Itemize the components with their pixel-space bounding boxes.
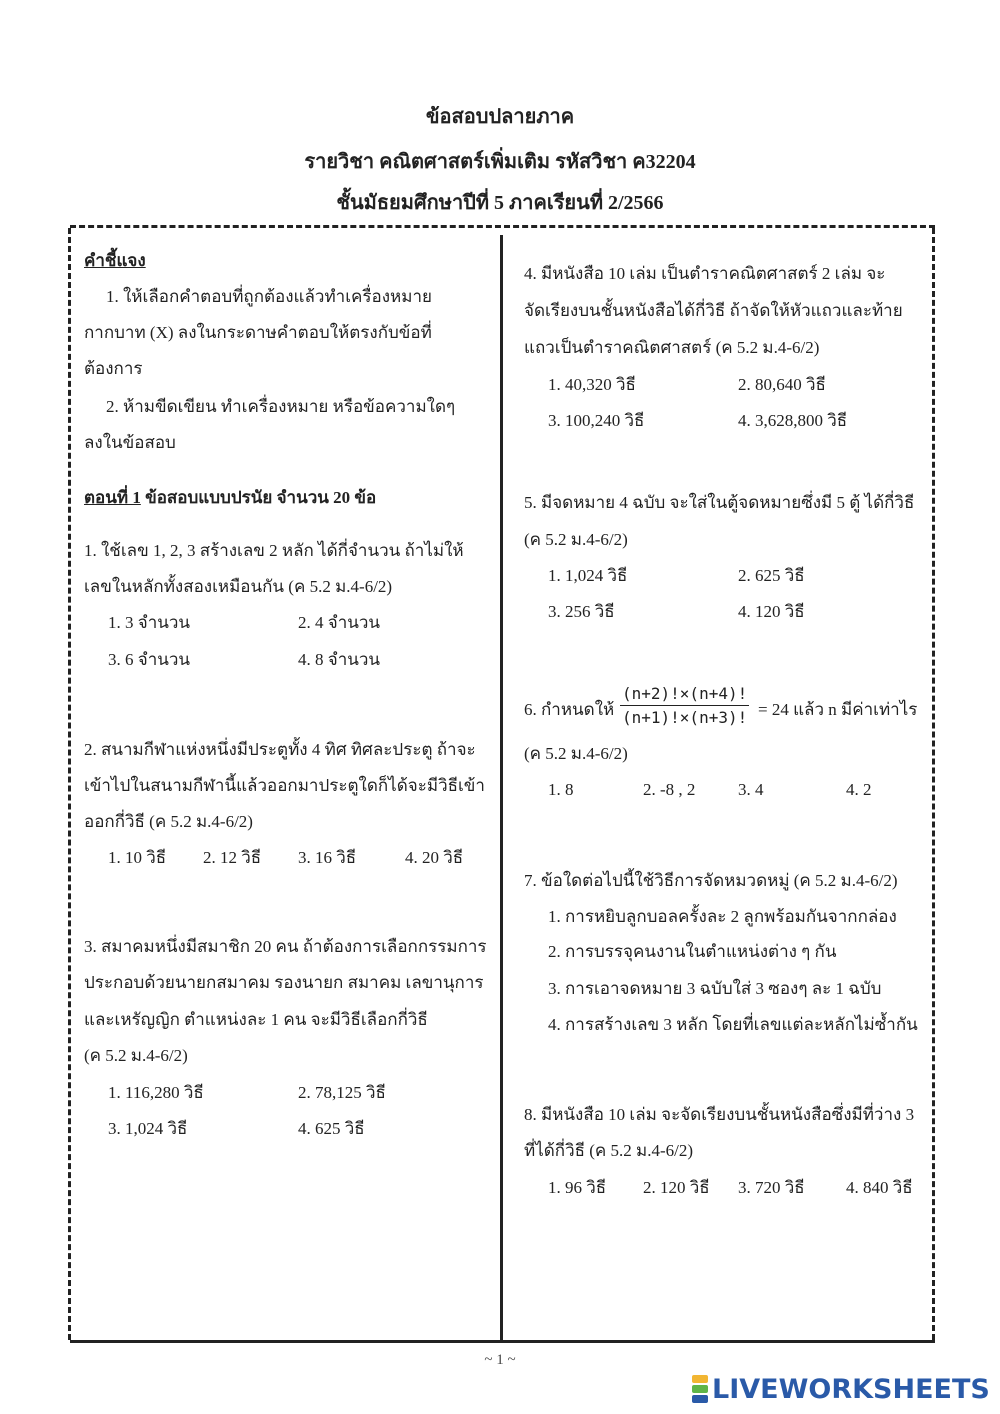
question-5-option[interactable]: 4. 120 วิธี [738,602,805,621]
logo-bar-icon [692,1385,708,1393]
question-4-option[interactable]: 4. 3,628,800 วิธี [738,411,848,430]
question-6-suffix: = 24 แล้ว n มีค่าเท่าไร [758,700,918,719]
question-6-prefix: 6. กำหนดให้ [524,700,615,719]
question-3-option[interactable]: 4. 625 วิธี [298,1119,365,1138]
frame-right-border [932,228,935,1340]
question-5-text: (ค 5.2 ม.4-6/2) [524,530,628,549]
question-1-text: 1. ใช้เลข 1, 2, 3 สร้างเลข 2 หลัก ได้กี่จำนวน ถ้าไม่ให้ [84,541,464,560]
question-1-option[interactable]: 4. 8 จำนวน [298,650,381,669]
frame-bottom-border [70,1340,935,1343]
question-7-option[interactable]: 1. การหยิบลูกบอลครั้งละ 2 ลูกพร้อมกันจากกล่อง [548,907,897,926]
logo-bar-icon [692,1375,708,1383]
page-number: ~ 1 ~ [484,1352,516,1368]
question-4-text: 4. มีหนังสือ 10 เล่ม เป็นตำราคณิตศาสตร์ 2 เล่ม จะ [524,264,886,283]
question-8-option[interactable]: 2. 120 วิธี [643,1178,710,1197]
question-3-text: และเหรัญญิก ตำแหน่งละ 1 คน จะมีวิธีเลือกกี่วิธี [84,1010,428,1029]
question-7-option[interactable]: 4. การสร้างเลข 3 หลัก โดยที่เลขแต่ละหลักไม่ซ้ำกัน [548,1015,918,1034]
question-6-fraction [620,684,749,727]
question-7-option[interactable]: 2. การบรรจุคนงานในตำแหน่งต่าง ๆ กัน [548,942,837,961]
question-3-option[interactable]: 1. 116,280 วิธี [108,1083,204,1102]
question-2-text: เข้าไปในสนามกีฬานี้แล้วออกมาประตูใดก็ได้จะมีวิธีเข้า [84,776,485,795]
frame-top-border [70,225,935,228]
instruction-line: กากบาท (X) ลงในกระดาษคำตอบให้ตรงกับข้อที่ [84,323,432,342]
column-divider [500,235,503,1340]
question-1-option[interactable]: 2. 4 จำนวน [298,613,381,632]
question-8-text: ที่ได้กี่วิธี (ค 5.2 ม.4-6/2) [524,1141,694,1160]
question-2-text: 2. สนามกีฬาแห่งหนึ่งมีประตูทั้ง 4 ทิศ ทิศละประตู ถ้าจะ [84,740,476,759]
section-label: ตอนที่ 1 [84,488,141,507]
instruction-line: 1. ให้เลือกคำตอบที่ถูกต้องแล้วทำเครื่องหมาย [106,287,432,306]
question-4-option[interactable]: 2. 80,640 วิธี [738,375,826,394]
question-3-text: ประกอบด้วยนายกสมาคม รองนายก สมาคม เลขานุการ [84,973,484,992]
fraction-numerator: (n+2)!×(n+4)! [620,684,749,706]
question-8-option[interactable]: 3. 720 วิธี [738,1178,805,1197]
instructions-heading: คำชี้แจง [84,251,146,270]
logo-bar-icon [692,1395,708,1403]
question-7-option[interactable]: 3. การเอาจดหมาย 3 ฉบับใส่ 3 ซองๆ ละ 1 ฉบับ [548,979,882,998]
question-6-option[interactable]: 1. 8 [548,780,574,799]
question-4-text: แถวเป็นตำราคณิตศาสตร์ (ค 5.2 ม.4-6/2) [524,338,820,357]
question-3-option[interactable]: 3. 1,024 วิธี [108,1119,188,1138]
question-4-text: จัดเรียงบนชั้นหนังสือได้กี่วิธี ถ้าจัดให้หัวแถวและท้าย [524,301,903,320]
instruction-line: ต้องการ [84,359,143,378]
question-2-option[interactable]: 3. 16 วิธี [298,848,357,867]
question-3-text: 3. สมาคมหนึ่งมีสมาชิก 20 คน ถ้าต้องการเลือกกรรมการ [84,937,487,956]
question-2-option[interactable]: 2. 12 วิธี [203,848,262,867]
question-2-text: ออกกี่วิธี (ค 5.2 ม.4-6/2) [84,812,253,831]
question-3-option[interactable]: 2. 78,125 วิธี [298,1083,386,1102]
question-5-option[interactable]: 1. 1,024 วิธี [548,566,628,585]
fraction-denominator: (n+1)!×(n+3)! [622,708,748,727]
section-text: ข้อสอบแบบปรนัย จำนวน 20 ข้อ [145,488,377,507]
question-7-text: 7. ข้อใดต่อไปนี้ใช้วิธีการจัดหมวดหมู่ (ค 5.2 ม.4-6/2) [524,871,898,890]
section-heading [84,488,376,508]
question-5-option[interactable]: 3. 256 วิธี [548,602,615,621]
frame-left-border [68,228,71,1340]
question-1-option[interactable]: 3. 6 จำนวน [108,650,191,669]
question-5-option[interactable]: 2. 625 วิธี [738,566,805,585]
exam-grade: ชั้นมัธยมศึกษาปีที่ 5 ภาคเรียนที่ 2/2566 [336,192,664,214]
question-6-option[interactable]: 2. -8 , 2 [643,780,696,799]
question-2-option[interactable]: 1. 10 วิธี [108,848,167,867]
question-8-option[interactable]: 4. 840 วิธี [846,1178,913,1197]
question-8-option[interactable]: 1. 96 วิธี [548,1178,607,1197]
question-1-option[interactable]: 1. 3 จำนวน [108,613,191,632]
question-6-option[interactable]: 4. 2 [846,780,872,799]
question-6-option[interactable]: 3. 4 [738,780,764,799]
logo-mark-icon [692,1375,708,1403]
exam-subject: รายวิชา คณิตศาสตร์เพิ่มเติม รหัสวิชา ค32204 [304,151,696,173]
question-4-option[interactable]: 1. 40,320 วิธี [548,375,636,394]
question-8-text: 8. มีหนังสือ 10 เล่ม จะจัดเรียงบนชั้นหนังสือซึ่งมีที่ว่าง 3 [524,1105,915,1124]
question-3-text: (ค 5.2 ม.4-6/2) [84,1046,188,1065]
question-4-option[interactable]: 3. 100,240 วิธี [548,411,645,430]
question-5-text: 5. มีจดหมาย 4 ฉบับ จะใส่ในตู้จดหมายซึ่งมี 5 ตู้ ได้กี่วิธี [524,493,915,512]
question-6-text: (ค 5.2 ม.4-6/2) [524,744,628,763]
logo-text: LIVEWORKSHEETS [712,1373,990,1405]
question-2-option[interactable]: 4. 20 วิธี [405,848,464,867]
question-1-text: เลขในหลักทั้งสองเหมือนกัน (ค 5.2 ม.4-6/2) [84,577,393,596]
instruction-line: ลงในข้อสอบ [84,433,176,452]
exam-title: ข้อสอบปลายภาค [425,106,575,128]
instruction-line: 2. ห้ามขีดเขียน ทำเครื่องหมาย หรือข้อความใดๆ [106,397,456,416]
liveworksheets-logo[interactable] [692,1374,990,1404]
